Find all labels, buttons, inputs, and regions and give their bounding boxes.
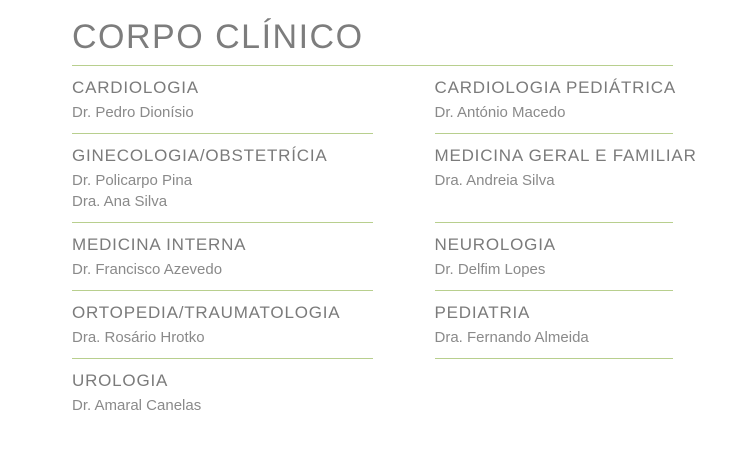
specialty-cell-ginecologia-obstetricia <box>72 134 373 222</box>
specialty-name: MEDICINA INTERNA <box>72 235 247 255</box>
specialty-name: UROLOGIA <box>72 370 169 390</box>
specialty-cell-cardiologia <box>72 66 373 133</box>
doctor-name: Dr. Pedro Dionísio <box>72 104 194 122</box>
doctor-name: Dr. Francisco Azevedo <box>72 261 223 279</box>
specialty-name: CARDIOLOGIA <box>72 78 199 98</box>
specialty-row <box>72 291 673 358</box>
specialty-cell-empty <box>373 359 674 426</box>
doctor-name: Dr. Delfim Lopes <box>434 261 546 279</box>
specialty-cell-ortopedia-traumatologia <box>72 291 373 358</box>
specialty-cell-neurologia <box>373 223 674 290</box>
doctor-name: Dr. Policarpo Pina <box>72 171 193 189</box>
specialty-name: NEUROLOGIA <box>434 235 556 255</box>
doctor-name: Dr. Amaral Canelas <box>72 396 202 414</box>
specialty-grid <box>72 66 697 425</box>
doctor-name: Dr. António Macedo <box>434 104 566 122</box>
specialty-cell-cardiologia-pediatrica <box>373 66 674 133</box>
specialty-cell-pediatria <box>373 291 674 358</box>
specialty-row <box>72 134 697 222</box>
doctor-name: Dra. Fernando Almeida <box>434 328 589 346</box>
specialty-name: CARDIOLOGIA PEDIÁTRICA <box>434 78 676 98</box>
specialty-row <box>72 66 676 133</box>
specialty-name: PEDIATRIA <box>434 302 531 322</box>
specialty-name: GINECOLOGIA/OBSTETRÍCIA <box>72 145 328 165</box>
specialty-name: MEDICINA GERAL E FAMILIAR <box>434 145 697 165</box>
doctor-name: Dra. Andreia Silva <box>434 171 555 189</box>
specialty-cell-medicina-interna <box>72 223 373 290</box>
specialty-name: ORTOPEDIA/TRAUMATOLOGIA <box>72 302 341 322</box>
doctor-name: Dra. Rosário Hrotko <box>72 328 205 346</box>
specialty-row <box>72 359 673 426</box>
specialty-cell-urologia <box>72 359 373 426</box>
specialty-row <box>72 223 673 290</box>
specialty-cell-medicina-geral-e-familiar <box>373 134 697 222</box>
page-title: CORPO CLÍNICO <box>72 18 364 56</box>
doctor-name: Dra. Ana Silva <box>72 193 168 211</box>
